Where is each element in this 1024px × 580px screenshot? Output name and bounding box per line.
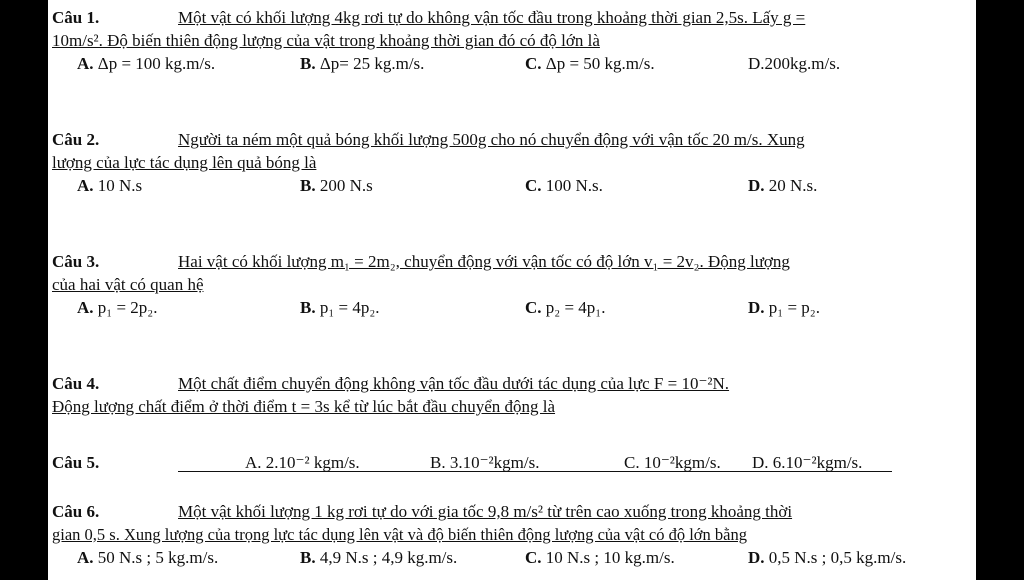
question-stem: Một chất điểm chuyển động không vận tốc đầu dưới tác dụng của lực F = 10⁻²N. xyxy=(178,374,730,393)
question-1 xyxy=(52,6,972,75)
option-b[interactable]: B. 3.10⁻²kgm/s. xyxy=(430,453,540,472)
option-a[interactable]: A. p₁ = 2p₂. xyxy=(77,298,158,317)
option-c[interactable]: C. 10⁻²kgm/s. xyxy=(624,453,721,472)
option-d[interactable]: D. p₁ = p₂. xyxy=(748,298,820,317)
question-label: Câu 1. xyxy=(52,8,100,27)
question-5 xyxy=(52,451,972,474)
options-row xyxy=(52,52,972,75)
option-a[interactable]: A. Δp = 100 kg.m/s. xyxy=(77,54,216,73)
document-page xyxy=(48,0,976,580)
question-label: Câu 4. xyxy=(52,374,100,393)
question-label: Câu 3. xyxy=(52,252,100,271)
option-b[interactable]: B. 200 N.s xyxy=(300,176,373,195)
option-d[interactable]: D. 0,5 N.s ; 0,5 kg.m/s. xyxy=(748,548,907,567)
option-b[interactable]: B. p₁ = 4p₂. xyxy=(300,298,380,317)
option-a[interactable]: A. 10 N.s xyxy=(77,176,143,195)
option-d[interactable]: D.200kg.m/s. xyxy=(748,54,841,73)
option-d[interactable]: D. 20 N.s. xyxy=(748,176,818,195)
question-stem-cont: của hai vật có quan hệ xyxy=(52,275,204,294)
question-stem-cont: Động lượng chất điểm ở thời điểm t = 3s kể từ lúc bắt đầu chuyển động là xyxy=(52,397,556,416)
question-label: Câu 2. xyxy=(52,130,100,149)
question-stem: Người ta ném một quả bóng khối lượng 500g cho nó chuyển động với vận tốc 20 m/s. Xung xyxy=(178,130,805,149)
option-c[interactable]: C. 100 N.s. xyxy=(525,176,603,195)
option-c[interactable]: C. Δp = 50 kg.m/s. xyxy=(525,54,655,73)
question-label: Câu 5. xyxy=(52,453,100,472)
question-6 xyxy=(52,500,972,569)
option-b[interactable]: B. Δp= 25 kg.m/s. xyxy=(300,54,425,73)
question-2 xyxy=(52,128,972,197)
option-a[interactable]: A. 2.10⁻² kgm/s. xyxy=(245,453,360,472)
option-c[interactable]: C. p₂ = 4p₁. xyxy=(525,298,606,317)
option-a[interactable]: A. 50 N.s ; 5 kg.m/s. xyxy=(77,548,219,567)
question-stem-cont: 10m/s². Độ biến thiên động lượng của vật trong khoảng thời gian đó có độ lớn là xyxy=(52,31,600,50)
question-stem-cont: gian 0,5 s. Xung lượng của trọng lực tác dụng lên vật và độ biến thiên động lượng của vật có độ lớn bằng xyxy=(52,525,747,544)
question-label: Câu 6. xyxy=(52,502,100,521)
option-b[interactable]: B. 4,9 N.s ; 4,9 kg.m/s. xyxy=(300,548,458,567)
question-stem: Một vật có khối lượng 4kg rơi tự do không vận tốc đầu trong khoảng thời gian 2,5s. Lấy g = xyxy=(178,8,806,27)
question-3 xyxy=(52,250,972,319)
options-row xyxy=(52,546,972,569)
question-stem: Hai vật có khối lượng m₁ = 2m₂, chuyển động với vận tốc có độ lớn v₁ = 2v₂. Động lượng xyxy=(178,252,790,271)
question-stem-cont: lượng của lực tác dụng lên quả bóng là xyxy=(52,153,317,172)
question-stem: Một vật khối lượng 1 kg rơi tự do với gia tốc 9,8 m/s² từ trên cao xuống trong khoảng thời xyxy=(178,502,793,521)
question-4 xyxy=(52,372,972,418)
options-row xyxy=(52,296,972,319)
options-row xyxy=(52,174,972,197)
option-c[interactable]: C. 10 N.s ; 10 kg.m/s. xyxy=(525,548,675,567)
option-d[interactable]: D. 6.10⁻²kgm/s. xyxy=(752,453,863,472)
